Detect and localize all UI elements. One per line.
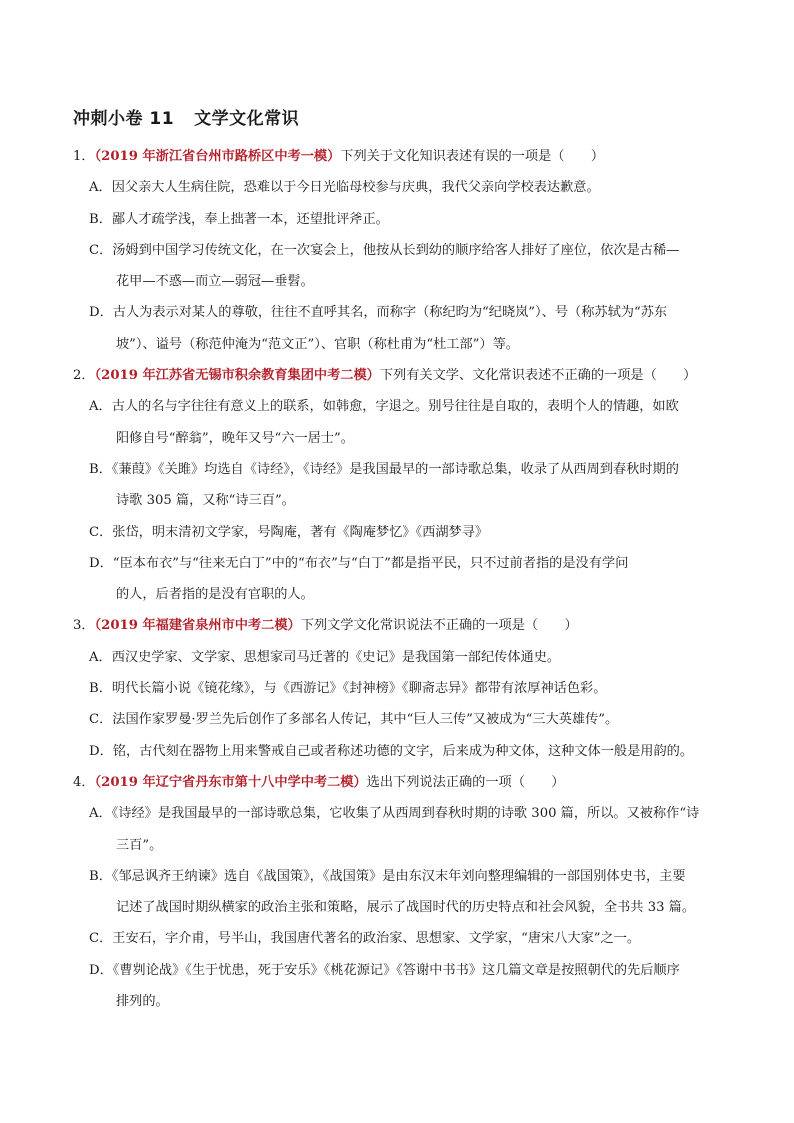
question-stem: 3．（2019 年福建省泉州市中考二模）下列文学文化常识说法不正确的一项是（ ） bbox=[73, 618, 578, 634]
option-d: D．铭，古代刻在器物上用来警戒自己或者称述功德的文字，后来成为种文体，这种文体一般是用韵的。 bbox=[89, 743, 694, 759]
question-2 bbox=[73, 360, 733, 610]
option-b: B．《邹忌讽齐王纳谏》选自《战国策》，《战国策》是由东汉末年刘向整理编辑的一部国别体史书，主要 记述了战国时期纵横家的政治主张和策略，展示了战国时代的历史特点和社会风貌，全书共 33 篇。 bbox=[89, 868, 696, 916]
question-stem: 4．（2019 年辽宁省丹东市第十八中学中考二模）选出下列说法正确的一项（ ） bbox=[73, 774, 565, 790]
page-title bbox=[73, 104, 299, 129]
option-c: C．王安石，字介甫，号半山，我国唐代著名的政治家、思想家、文学家，“唐宋八大家”之一。 bbox=[89, 931, 641, 947]
question-source: （2019 年江苏省无锡市积余教育集团中考二模） bbox=[94, 368, 380, 384]
option-a: A．古人的名与字往往有意义上的联系，如韩愈，字退之。别号往往是自取的，表明个人的情趣，如欧 阳修自号“醉翁”，晚年又号“六一居士”。 bbox=[89, 399, 679, 446]
option-d: D．“臣本布衣”与“往来无白丁”中的“布衣”与“白丁”都是指平民，只不过前者指的是没有学问 的人，后者指的是没有官职的人。 bbox=[89, 555, 629, 603]
question-source: （2019 年辽宁省丹东市第十八中学中考二模） bbox=[94, 774, 367, 790]
option-a: A．西汉史学家、文学家、思想家司马迁著的《史记》是我国第一部纪传体通史。 bbox=[89, 649, 561, 665]
option-a: A．因父亲大人生病住院，恐难以于今日光临母校参与庆典，我代父亲向学校表达歉意。 bbox=[89, 180, 600, 196]
option-c: C．张岱，明末清初文学家，号陶庵，著有《陶庵梦忆》《西湖梦寻》 bbox=[89, 524, 489, 540]
option-b: B．《蒹葭》《关雎》均选自《诗经》，《诗经》是我国最早的一部诗歌总集，收录了从西周到春秋时期的 诗歌 305 篇，又称“诗三百”。 bbox=[89, 461, 679, 509]
title-sub: 文学文化常识 bbox=[194, 109, 300, 129]
option-b: B．鄙人才疏学浅，奉上拙著一本，还望批评斧正。 bbox=[89, 211, 389, 227]
question-3 bbox=[73, 610, 733, 766]
question-stem: 1．（2019 年浙江省台州市路桥区中考一模）下列关于文化知识表述有误的一项是（ ） bbox=[73, 149, 605, 164]
title-main: 冲刺小卷 11 bbox=[73, 109, 175, 129]
question-1 bbox=[73, 141, 733, 360]
question-4 bbox=[73, 767, 733, 1017]
question-stem: 2．（2019 年江苏省无锡市积余教育集团中考二模）下列有关文学、文化常识表述不正确的一项是（ ） bbox=[73, 368, 697, 384]
option-b: B．明代长篇小说《镜花缘》，与《西游记》《封神榜》《聊斋志异》都带有浓厚神话色彩。 bbox=[89, 681, 607, 697]
option-d: D．古人为表示对某人的尊敬，往往不直呼其名，而称字（称纪昀为“纪晓岚”）、号（称苏轼为“苏东 坡”）、谥号（称范仲淹为“范文正”）、官职（称杜甫为“杜工部”）等。 bbox=[89, 305, 668, 352]
question-source: （2019 年浙江省台州市路桥区中考一模） bbox=[94, 149, 341, 164]
question-source: （2019 年福建省泉州市中考二模） bbox=[94, 618, 301, 634]
option-c: C．法国作家罗曼·罗兰先后创作了多部名人传记，其中“巨人三传”又被成为“三大英雄传”。 bbox=[89, 712, 619, 728]
option-a: A．《诗经》是我国最早的一部诗歌总集，它收集了从西周到春秋时期的诗歌 300 篇，所以。又被称作“诗 三百”。 bbox=[89, 806, 700, 853]
option-d: D．《曹刿论战》《生于忧患，死于安乐》《桃花源记》《答谢中书书》这几篇文章是按照朝代的先后顺序 排列的。 bbox=[89, 962, 680, 1010]
question-list bbox=[73, 141, 733, 1017]
option-c: C．汤姆到中国学习传统文化，在一次宴会上，他按从长到幼的顺序给客人排好了座位，依次是古稀— 花甲—不惑—而立—弱冠—垂髫。 bbox=[89, 242, 680, 290]
